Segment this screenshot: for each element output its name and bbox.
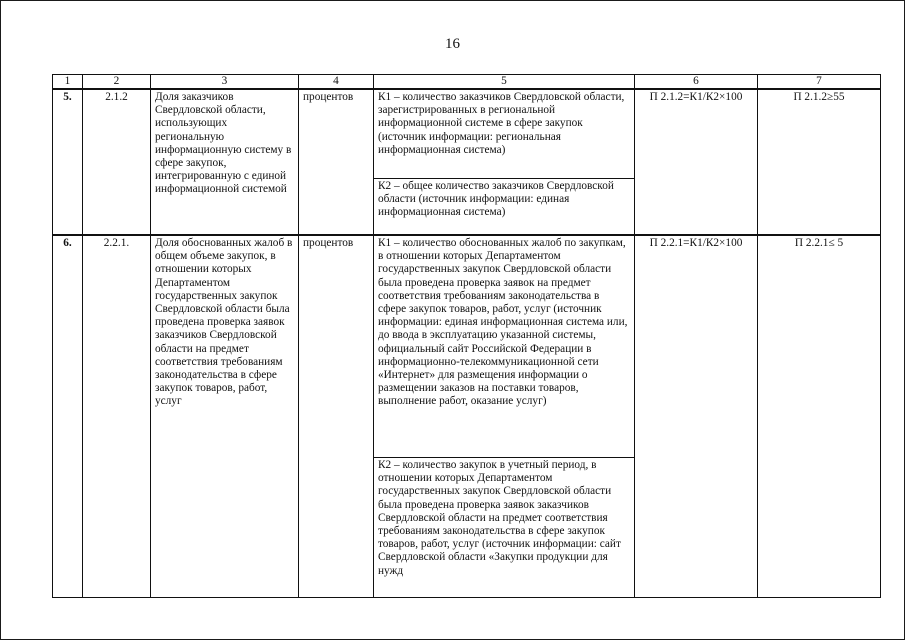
k1-definition: К1 – количество обоснованных жалоб по закупкам, в отношении которых Департаментом государственных закупок Свердловской области была проведена проверка заявок на предмет соответствия требованиям законодательства в сфере закупок товаров, работ, услуг (источник информации: единая информационная система или, до ввода в эксплуатацию указанной системы, официальный сайт Российской Федерации в информационно-телекоммуникационной сети «Интернет» для размещения информации о размещении заказов на поставки товаров, выполнение работ, оказание услуг) [374,235,635,458]
k1-definition: К1 – количество заказчиков Свердловской области, зарегистрированных в региональной информационной системе в сфере закупок (источник информации: региональная информационная система) [374,89,635,179]
calculation-formula: П 2.1.2=К1/К2×100 [635,89,758,235]
column-number: 1 [53,75,83,90]
column-number: 6 [635,75,758,90]
unit-of-measure: процентов [299,89,374,235]
indicator-name: Доля заказчиков Свердловской области, использующих региональную информационную систему в сфере закупок, интегрированную с единой информационной системой [151,89,299,235]
row-number: 6. [53,235,83,598]
indicator-name: Доля обоснованных жалоб в общем объеме закупок, в отношении которых Департаментом государственных закупок Свердловской области была проведена проверка заявок заказчиков Свердловской области на предмет соответствия требованиям законодательства в сфере закупок товаров, работ, услуг [151,235,299,598]
row-number: 5. [53,89,83,235]
calculation-formula: П 2.2.1=К1/К2×100 [635,235,758,598]
target-value: П 2.2.1≤ 5 [758,235,881,598]
column-number: 3 [151,75,299,90]
column-number: 4 [299,75,374,90]
column-number: 5 [374,75,635,90]
indicator-code: 2.2.1. [83,235,151,598]
k2-definition: К2 – общее количество заказчиков Свердловской области (источник информации: единая информационная система) [374,179,635,236]
table-row [53,235,881,458]
column-number-row [53,75,881,90]
indicator-code: 2.1.2 [83,89,151,235]
page-number: 16 [445,36,460,52]
column-number: 7 [758,75,881,90]
indicators-table [52,74,881,598]
table-row [53,89,881,179]
unit-of-measure: процентов [299,235,374,598]
k2-definition: К2 – количество закупок в учетный период, в отношении которых Департаментом государственных закупок Свердловской области была проведена проверка заявок заказчиков Свердловской области на предмет соответствия требованиям законодательства в сфере закупок товаров, работ, услуг (источник информации: сайт Свердловской области «Закупки продукции для нужд [374,458,635,598]
column-number: 2 [83,75,151,90]
target-value: П 2.1.2≥55 [758,89,881,235]
